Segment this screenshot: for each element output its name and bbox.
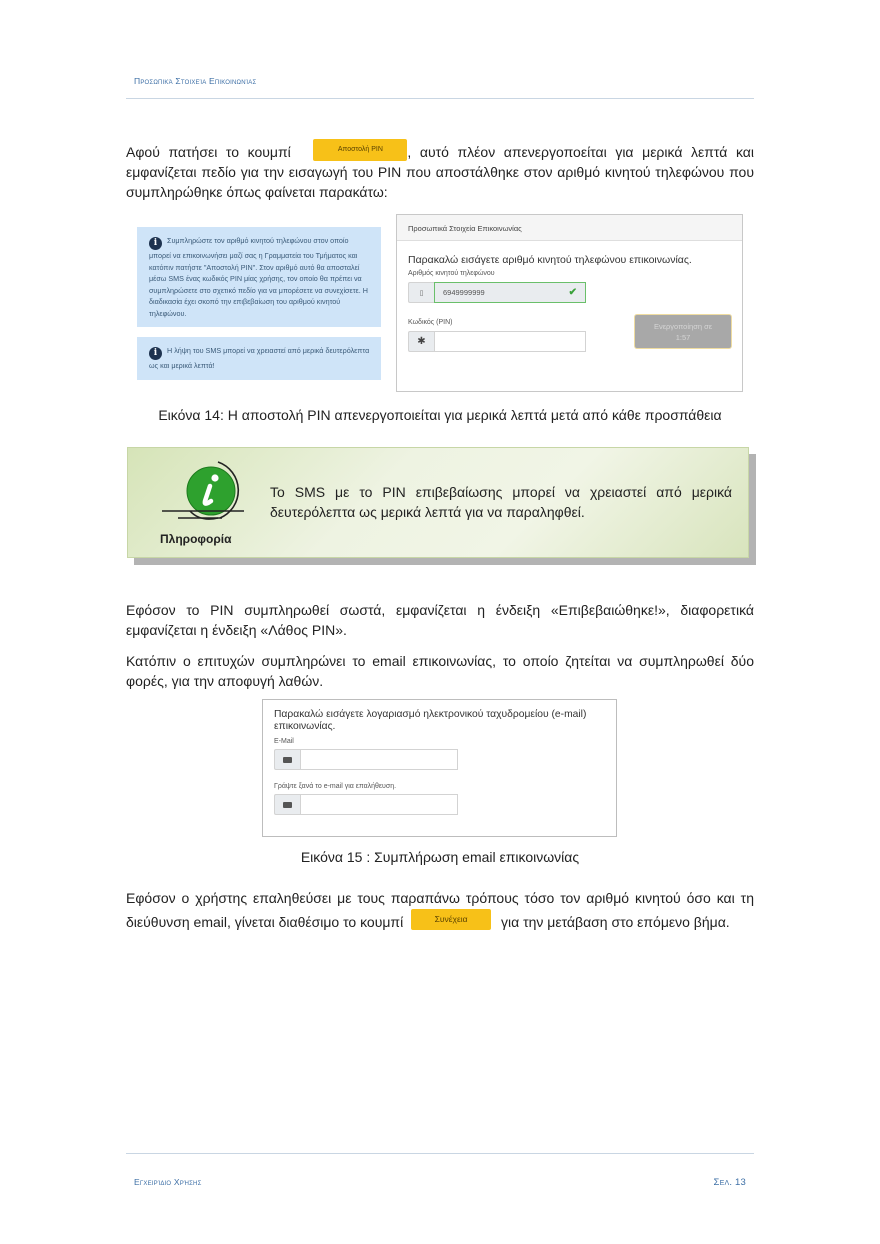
info-green-icon (156, 460, 248, 526)
mobile-phone-icon: ▯ (408, 282, 434, 303)
info-box (127, 447, 749, 558)
alert-instructions: i Συμπληρώστε τον αριθμό κινητού τηλεφώνου στον οποίο μπορεί να επικοινωνήσει μαζί σας η Γραμματεία του Τμήματος και κατόπιν πατήστε "Αποστολή PIN". Στον αριθμό αυτό θα αποσταλεί μέσω SMS ένας κωδικός PIN μίας χρήσης, τον οποίο θα πρέπει να συμπληρώσετε στο σχετικό πεδίο για να μπορέσετε να συνεχίσετε. Η διαδικασία έχει σκοπό την επιβεβαίωση του αριθμού κινητού τηλεφώνου. (137, 227, 381, 327)
email-label: E-Mail (274, 738, 294, 745)
header-divider (126, 98, 754, 99)
footer-divider (126, 1153, 754, 1154)
paragraph-email-intro: Κατόπιν ο επιτυχών συμπληρώνει το email επικοινωνίας, το οποίο ζητείται να συμπληρωθεί δύο φορές, για την αποφυγή λαθών. (126, 653, 754, 689)
info-circle-icon: i (149, 237, 162, 250)
email-lead: Παρακαλώ εισάγετε λογαριασμό ηλεκτρονικού ταχυδρομείου (e-mail) επικοινωνίας. (274, 709, 587, 732)
pin-label: Κωδικός (PIN) (408, 319, 453, 326)
envelope-icon (274, 749, 300, 770)
phone-label: Αριθμός κινητού τηλεφώνου (408, 270, 495, 277)
pin-input[interactable] (434, 331, 586, 352)
paragraph-intro: Αφού πατήσει το κουμπί Αποστολή PIN , αυτό πλέον απενεργοποείται για μερικά λεπτά και εμφανίζεται πεδίο για την εισαγωγή του PIN που αποστάλθηκε στον αριθμό κινητού τηλεφώνου που συμπληρώθηκε όπως φαίνεται παρακάτω: (126, 142, 754, 202)
phone-input[interactable]: 6949999999 ✔ (434, 282, 586, 303)
contact-details-panel (396, 214, 743, 392)
confirm-email-input-group (274, 794, 458, 815)
pin-input-group (408, 331, 586, 352)
page-header: Προσωπικά Στοιχεία Επικοινωνίας (134, 76, 257, 86)
envelope-icon (274, 794, 300, 815)
info-label: Πληροφορία (160, 532, 232, 546)
info-circle-icon: i (149, 347, 162, 360)
continue-button-example: Συνέχεια (411, 909, 491, 930)
figure14-alerts (137, 227, 381, 380)
panel-heading: Προσωπικά Στοιχεία Επικοινωνίας (397, 215, 742, 241)
figure15-caption: Εικόνα 15 : Συμπλήρωση email επικοινωνίας (300, 849, 580, 865)
email-panel (262, 699, 617, 837)
email-input-group (274, 749, 458, 770)
confirm-email-input[interactable] (300, 794, 458, 815)
info-text: Το SMS με το PIN επιβεβαίωσης μπορεί να χρειαστεί από μερικά δευτερόλεπτα ως μερικά λεπτά για να παραληφθεί. (270, 484, 732, 520)
figure14-caption: Εικόνα 14: Η αποστολή PIN απενεργοποιείται για μερικά λεπτά μετά από κάθε προσπάθεια (158, 407, 722, 423)
panel-divider (397, 391, 742, 392)
email-input[interactable] (300, 749, 458, 770)
footer-title: Εγχειρίδιο Χρήσης (134, 1177, 202, 1187)
confirm-email-label: Γράψτε ξανά το e-mail για επαλήθευση. (274, 783, 397, 790)
check-icon: ✔ (568, 287, 577, 298)
asterisk-icon: ✱ (408, 331, 434, 352)
alert-sms-delay: i Η λήψη του SMS μπορεί να χρειαστεί από μερικά δευτερόλεπτα ως και μερικά λεπτά! (137, 337, 381, 380)
phone-input-group (408, 282, 586, 303)
paragraph-pin-result: Εφόσον το PIN συμπληρωθεί σωστά, εμφανίζεται η ένδειξη «Επιβεβαιώθηκε!», διαφορετικά εμφανίζεται η ένδειξη «Λάθος PIN». (126, 602, 754, 638)
paragraph-continue: Εφόσον ο χρήστης επαληθεύσει με τους παραπάνω τρόπους τόσο τον αριθμό κινητού όσο και τη διεύθυνση email, γίνεται διαθέσιμο το κουμπί Συνέχεια για την μετάβαση στο επόμενο βήμα. (126, 890, 754, 930)
panel-lead: Παρακαλώ εισάγετε αριθμό κινητού τηλεφώνου επικοινωνίας. (408, 254, 692, 266)
send-pin-button-example: Αποστολή PIN (313, 139, 407, 161)
send-pin-countdown-button[interactable]: Ενεργοποίηση σε 1:57 (634, 314, 732, 349)
page-number: Σελ. 13 (713, 1177, 746, 1188)
